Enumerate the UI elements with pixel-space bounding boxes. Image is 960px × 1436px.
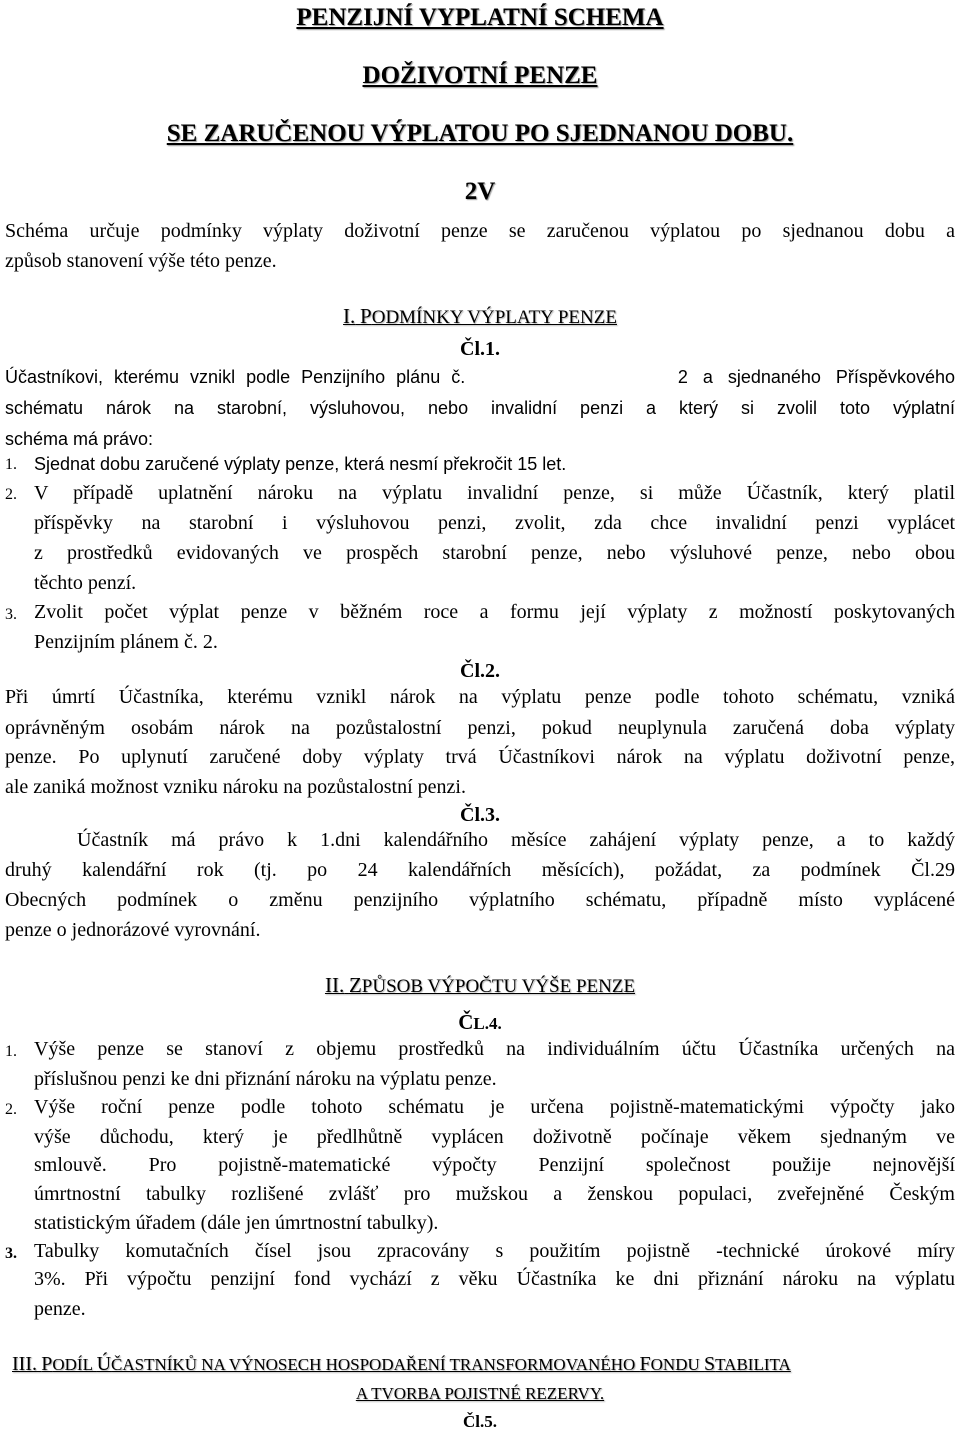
cl1-line-1 — [5, 367, 955, 388]
cl1-line-1b: 2 a sjednaného Příspěvkového — [677, 367, 955, 387]
section-heading-3-line-1 — [12, 1353, 791, 1376]
cl4-item-2-line-4: úmrtnostní tabulky rozlišené zvlášť pro mužskou a ženskou populaci, zveřejněné Českým — [34, 1183, 955, 1205]
cl4-item-1-line-1: Výše penze se stanoví z objemu prostředků na individuálním účtu Účastníka určených na — [34, 1038, 955, 1060]
article-heading-4-rest: L.4. — [473, 1014, 502, 1033]
cl4-item-2-line-2: výše důchodu, který je předlhůtně vyplácen doživotně počínaje věkem sjednaným ve — [34, 1126, 955, 1148]
section-heading-1 — [0, 304, 960, 329]
cl4-item-2-line-3: smlouvě. Pro pojistně-matematické výpočty Penzijní společnost použije nejnovější — [34, 1154, 955, 1176]
section-title-part: TABILITA — [715, 1355, 791, 1374]
section-roman: II. — [324, 973, 345, 997]
cl1-item-2-line-4: těchto penzí. — [34, 572, 137, 594]
cl3-line-1: Účastník má právo k 1.dni kalendářního měsíce zahájení výplaty penze, a to každý — [77, 829, 955, 851]
cl2-line-1: Při úmrtí Účastníka, kterému vznikl nárok na výplatu penze podle tohoto schématu, vzniká — [5, 686, 955, 708]
section-title-part: ODÍL — [52, 1355, 97, 1374]
section-cap: P — [360, 304, 372, 328]
article-heading-4 — [0, 1010, 960, 1035]
section-title-part: ONDU — [650, 1355, 705, 1374]
cl4-item-3-line-2: 3%. Při výpočtu penzijní fond vychází z věku Účastníka ke dni přiznání nároku na výplatu — [34, 1268, 955, 1290]
cl1-item-2-line-2: příspěvky na starobní i výsluhovou penzi, zvolit, zda chce invalidní penzi vyplácet — [34, 512, 955, 534]
cl4-item-3-number: 3. — [5, 1245, 17, 1262]
section-cap: P — [41, 1353, 53, 1375]
cl4-item-1-line-2: příslušnou penzi ke dni přiznání nároku na výplatu penze. — [34, 1068, 497, 1090]
document-title: PENZIJNÍ VYPLATNÍ SCHEMA — [296, 4, 664, 31]
cl1-item-3-number: 3. — [5, 606, 17, 623]
cl1-item-2-line-3: z prostředků evidovaných ve prospěch starobní penze, nebo výsluhové penze, nebo obou — [34, 542, 955, 564]
cl1-line-3: schéma má právo: — [5, 429, 154, 449]
section-title-part: ČASTNÍKŮ NA VÝNOSECH HOSPODAŘENÍ TRANSFORMOVANÉHO — [111, 1355, 640, 1374]
schema-code: 2V — [464, 178, 496, 205]
cl4-item-1-number: 1. — [5, 1043, 17, 1060]
cl1-item-2-line-1: V případě uplatnění nároku na výplatu invalidní penze, si může Účastník, který platil — [34, 482, 955, 504]
intro-line-2: způsob stanovení výše této penze. — [5, 250, 277, 272]
section-heading-2 — [0, 973, 960, 998]
cl2-line-2: oprávněným osobám nárok na pozůstalostní penzi, pokud neuplynula zaručená doba výplaty — [5, 717, 955, 739]
cl3-line-4: penze o jednorázové vyrovnání. — [5, 919, 261, 941]
article-heading-4-cap: Č — [458, 1010, 474, 1034]
cl1-item-1-text: Sjednat dobu zaručené výplaty penze, která nesmí překročit 15 let. — [34, 454, 567, 474]
section-cap: F — [639, 1353, 651, 1375]
article-heading-5: Čl.5. — [463, 1412, 497, 1431]
cl4-item-2-number: 2. — [5, 1101, 17, 1118]
section-title: ODMÍNKY VÝPLATY PENZE — [371, 307, 617, 328]
article-heading-3: Čl.3. — [460, 804, 500, 826]
section-heading-3-line-2: A TVORBA POJISTNÉ REZERVY. — [355, 1384, 605, 1403]
cl1-line-1a: Účastníkovi, kterému vznikl podle Penzijního plánu č. — [5, 367, 466, 387]
article-heading-1: Čl.1. — [460, 338, 500, 360]
cl1-item-3-line-2: Penzijním plánem č. 2. — [34, 631, 218, 653]
section-cap: Z — [348, 973, 362, 997]
section-cap: S — [704, 1353, 716, 1375]
cl4-item-3-line-1: Tabulky komutačních čísel jsou zpracovány s použitím pojistně -technické úrokové míry — [34, 1240, 955, 1262]
cl1-line-2: schématu nárok na starobní, výsluhovou, nebo invalidní penzi a který si zvolil toto výplatní — [5, 398, 955, 418]
cl2-line-3: penze. Po uplynutí zaručené doby výplaty trvá Účastníkovi nárok na výplatu doživotní penze, — [5, 746, 955, 768]
cl1-item-2-number: 2. — [5, 486, 17, 503]
cl4-item-3-line-3: penze. — [34, 1298, 86, 1320]
section-cap: Ú — [96, 1353, 112, 1375]
cl3-line-3: Obecných podmínek o změnu penzijního výplatního schématu, případně místo vyplácené — [5, 889, 955, 911]
document-subtitle: DOŽIVOTNÍ PENZE — [362, 62, 598, 89]
article-heading-2: Čl.2. — [460, 660, 500, 682]
cl4-item-2-line-5: statistickým úřadem (dále jen úmrtnostní tabulky). — [34, 1212, 439, 1234]
cl1-item-1-number: 1. — [5, 456, 17, 473]
section-title: PŮSOB VÝPOČTU VÝŠE PENZE — [361, 976, 636, 997]
section-roman: III. — [12, 1353, 37, 1375]
cl3-line-2: druhý kalendářní rok (tj. po 24 kalendářních měsících), požádat, za podmínek Čl.29 — [5, 859, 955, 881]
intro-line-1: Schéma určuje podmínky výplaty doživotní penze se zaručenou výplatou po sjednanou dobu a — [5, 220, 955, 242]
document-subtitle-2: SE ZARUČENOU VÝPLATOU PO SJEDNANOU DOBU. — [166, 120, 794, 147]
cl2-line-4: ale zaniká možnost vzniku nároku na pozůstalostní penzi. — [5, 776, 466, 798]
cl1-item-3-line-1: Zvolit počet výplat penze v běžném roce a formu její výplaty z možností poskytovaných — [34, 601, 955, 623]
section-roman: I. — [343, 304, 356, 328]
cl4-item-2-line-1: Výše roční penze podle tohoto schématu je určena pojistně-matematickými výpočty jako — [34, 1096, 955, 1118]
